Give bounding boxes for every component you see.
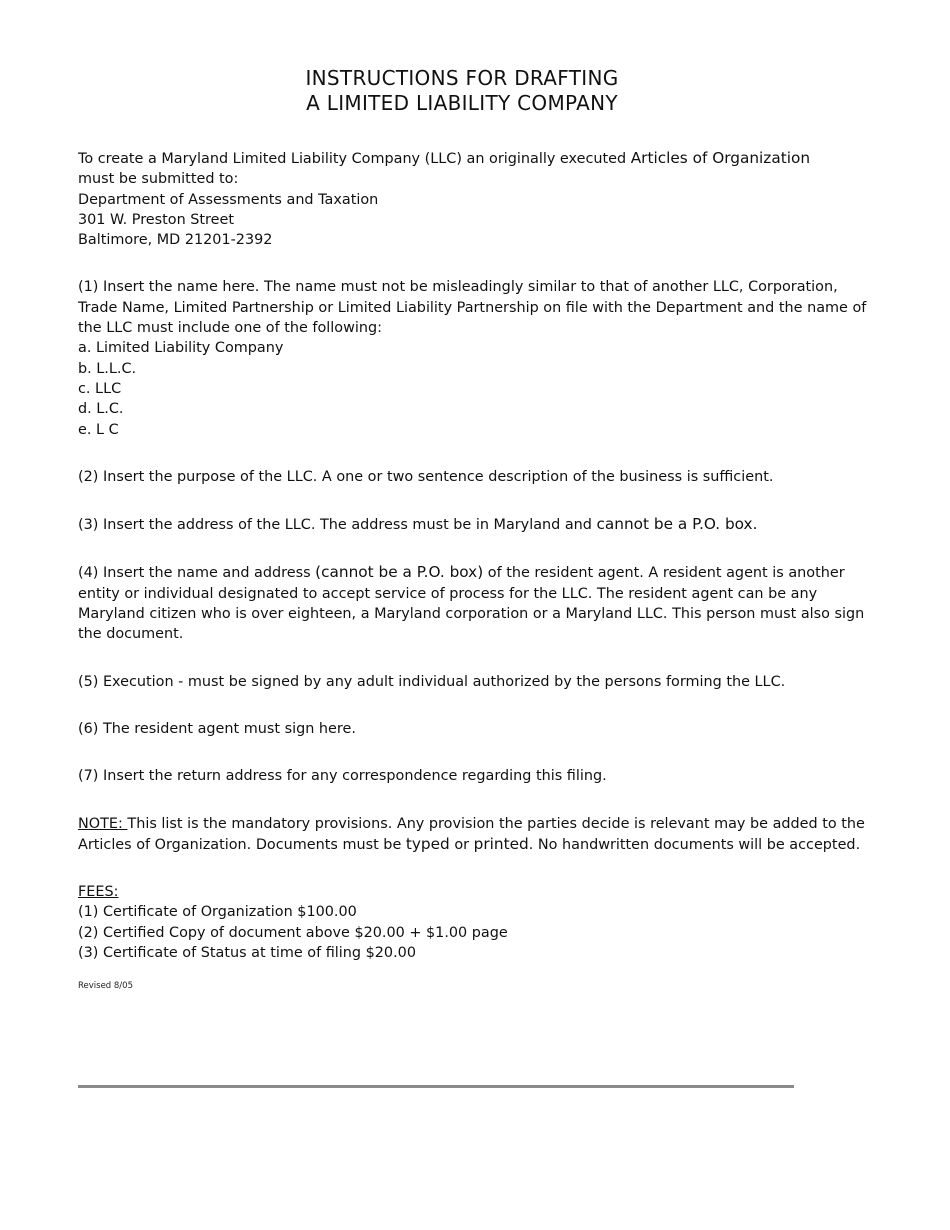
intro-text: To create a Maryland Limited Liability Company (LLC) an originally executed [78, 151, 631, 167]
item-3 [78, 514, 868, 535]
intro-line-1 [78, 148, 868, 169]
intro-line-2: must be submitted to: [78, 171, 239, 188]
note-text-mid: or [449, 836, 474, 853]
item-3-text: (3) Insert the address of the LLC. The address must be in Maryland and [78, 517, 597, 534]
name-option-d: d. L.C. [78, 401, 124, 418]
intro-paragraph [78, 148, 868, 250]
item-4-text-end: of the resident agent. A resident agent is another entity or individual designated to accept service of process for the LLC. The resident agent can be any Maryland citizen who is over eighteen, a Maryland corporation or a Maryland LLC. This person must also sign the document. [78, 565, 865, 643]
name-option-c: c. LLC [78, 380, 122, 397]
document-title [78, 66, 868, 116]
title-line-2: A LIMITED LIABILITY COMPANY [306, 91, 618, 115]
item-2: (2) Insert the purpose of the LLC. A one or two sentence description of the business is sufficient. [78, 468, 774, 485]
item-4 [78, 562, 868, 644]
item-1 [78, 277, 868, 439]
item-5: (5) Execution - must be signed by any adult individual authorized by the persons forming the LLC. [78, 673, 786, 690]
document-page [78, 66, 868, 1000]
item-4-text-start: (4) Insert the name and address [78, 565, 316, 582]
note-text-start: This list is the mandatory provisions. Any provision the parties decide is relevant may be added to the Articles of Organization. Documents must be [78, 815, 865, 853]
item-4-emphasis: (cannot be a P.O. box) [315, 563, 484, 582]
fee-item-1: (1) Certificate of Organization $100.00 [78, 904, 357, 921]
title-line-1: INSTRUCTIONS FOR DRAFTING [305, 66, 619, 90]
note-paragraph [78, 814, 868, 856]
address-department: Department of Assessments and Taxation [78, 191, 379, 208]
revised-date: Revised 8/05 [78, 981, 133, 992]
item-1-text: (1) Insert the name here. The name must not be misleadingly similar to that of another LLC, Corporation, Trade Name, Limited Partnership or Limited Liability Partnership on file with the Department and the name of the LLC must include one of the following: [78, 279, 867, 337]
note-text-end: . No handwritten documents will be accepted. [528, 836, 861, 853]
item-3-emphasis: cannot be a P.O. box. [596, 515, 758, 534]
address-street: 301 W. Preston Street [78, 211, 235, 228]
articles-emphasis: Articles of Organization [630, 149, 811, 167]
item-7: (7) Insert the return address for any correspondence regarding this filing. [78, 768, 607, 785]
name-option-e: e. L C [78, 421, 119, 438]
name-option-b: b. L.L.C. [78, 360, 137, 377]
address-city: Baltimore, MD 21201-2392 [78, 232, 273, 249]
fee-item-3: (3) Certificate of Status at time of filing $20.00 [78, 945, 416, 962]
name-option-a: a. Limited Liability Company [78, 340, 284, 357]
fees-section [78, 882, 868, 963]
fees-heading: FEES: [78, 884, 119, 901]
footer-divider [78, 1085, 794, 1088]
note-label: NOTE: [78, 815, 128, 832]
note-printed-emphasis: printed [473, 834, 529, 853]
item-6: (6) The resident agent must sign here. [78, 720, 356, 737]
note-typed-emphasis: typed [405, 834, 450, 853]
fee-item-2: (2) Certified Copy of document above $20.00 + $1.00 page [78, 924, 508, 941]
